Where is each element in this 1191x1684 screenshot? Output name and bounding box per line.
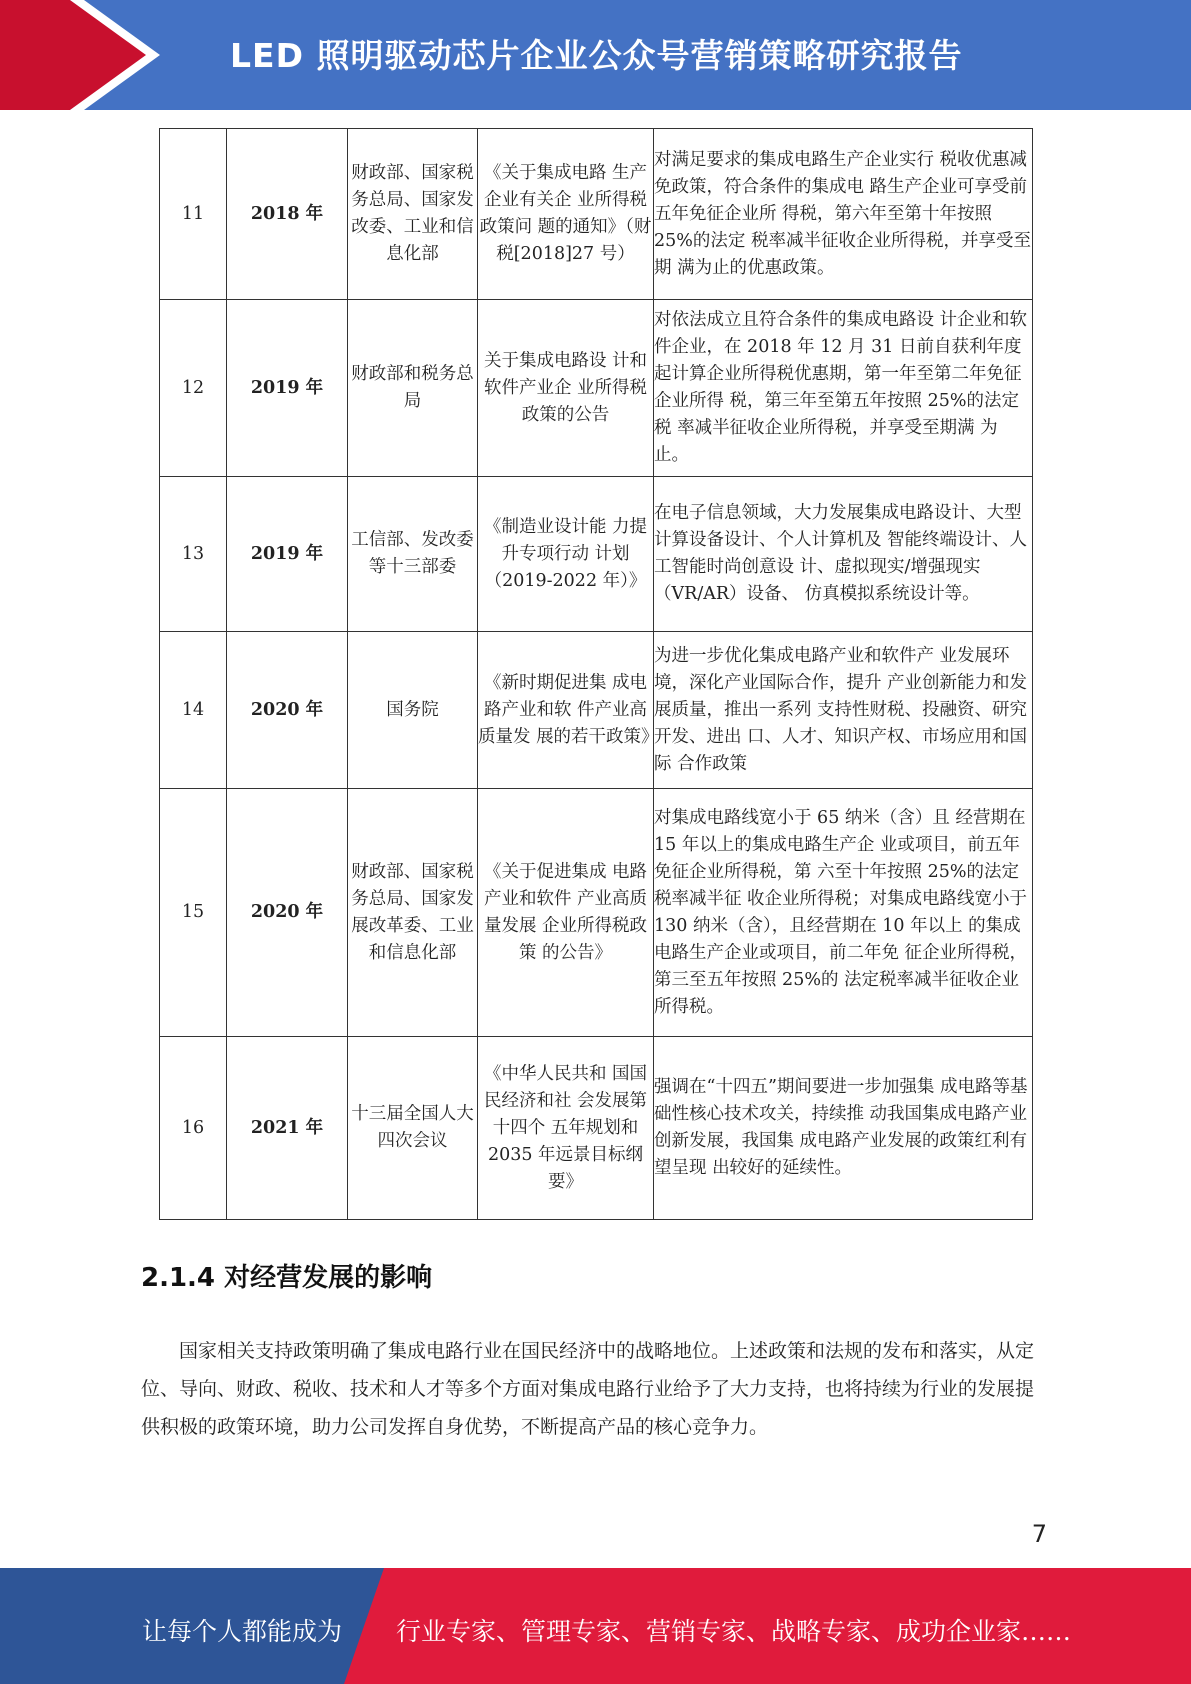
row-department: 十三届全国人大四次会议 <box>348 1037 478 1220</box>
row-policy-content: 为进一步优化集成电路产业和软件产 业发展环境，深化产业国际合作，提升 产业创新能力和发展质量，推出一系列 支持性财税、投融资、研究开发、进出 口、人才、知识产权、市场应用和国际 合作政策 <box>654 632 1033 789</box>
page-header <box>0 0 1191 110</box>
row-policy-name: 《新时期促进集 成电路产业和软 件产业高质量发 展的若干政策》 <box>478 632 654 789</box>
report-title: LED 照明驱动芯片企业公众号营销策略研究报告 <box>230 36 963 75</box>
header-arrow-red <box>0 0 150 110</box>
row-year: 2019 年 <box>227 477 348 632</box>
row-policy-content: 在电子信息领域，大力发展集成电路设计、大型计算设备设计、个人计算机及 智能终端设计、人工智能时尚创意设 计、虚拟现实/增强现实（VR/AR）设备、 仿真模拟系统设计等。 <box>654 477 1033 632</box>
row-policy-content: 对集成电路线宽小于 65 纳米（含）且 经营期在 15 年以上的集成电路生产企 业或项目，前五年免征企业所得税，第 六至十年按照 25%的法定税率减半征 收企业所得税；对集成电路线宽小于 130 纳米（含），且经营期在 10 年以上 的集成电路生产企业或项目，前二年免 征企业所得税，第三至五年按照 25%的 法定税率减半征收企业所得税。 <box>654 789 1033 1037</box>
row-department: 工信部、发改委等十三部委 <box>348 477 478 632</box>
table-row <box>160 789 1033 1037</box>
row-number: 11 <box>160 129 227 300</box>
row-policy-name: 关于集成电路设 计和软件产业企 业所得税政策的公告 <box>478 300 654 477</box>
row-number: 16 <box>160 1037 227 1220</box>
row-policy-name: 《关于促进集成 电路产业和软件 产业高质量发展 企业所得税政策 的公告》 <box>478 789 654 1037</box>
row-policy-name: 《制造业设计能 力提升专项行动 计划（2019-2022 年）》 <box>478 477 654 632</box>
table-row <box>160 477 1033 632</box>
row-department: 财政部、国家税务总局、国家发展改革委、工业和信息化部 <box>348 789 478 1037</box>
table-row <box>160 632 1033 789</box>
section-heading: 2.1.4 对经营发展的影响 <box>141 1263 433 1293</box>
row-year: 2019 年 <box>227 300 348 477</box>
row-policy-content: 对满足要求的集成电路生产企业实行 税收优惠减免政策，符合条件的集成电 路生产企业可享受前五年免征企业所 得税，第六年至第十年按照 25%的法定 税率减半征收企业所得税，并享受至期 满为止的优惠政策。 <box>654 129 1033 300</box>
row-policy-name: 《关于集成电路 生产企业有关企 业所得税政策问 题的通知》（财 税[2018]27 号） <box>478 129 654 300</box>
page-footer <box>0 1568 1191 1684</box>
row-department: 财政部、国家税务总局、国家发改委、工业和信息化部 <box>348 129 478 300</box>
table-row <box>160 300 1033 477</box>
row-policy-name: 《中华人民共和 国国民经济和社 会发展第十四个 五年规划和 2035 年远景目标纲 要》 <box>478 1037 654 1220</box>
footer-slogan-right: 行业专家、管理专家、营销专家、战略专家、成功企业家…… <box>396 1617 1072 1646</box>
row-policy-content: 对依法成立且符合条件的集成电路设 计企业和软件企业，在 2018 年 12 月 31 日前自获利年度起计算企业所得税优惠期，第一年至第二年免征企业所得 税，第三年至第五年按照 25%的法定税 率减半征收企业所得税，并享受至期满 为止。 <box>654 300 1033 477</box>
row-policy-content: 强调在“十四五”期间要进一步加强集 成电路等基础性核心技术攻关，持续推 动我国集成电路产业创新发展，我国集 成电路产业发展的政策红利有望呈现 出较好的延续性。 <box>654 1037 1033 1220</box>
table-row <box>160 129 1033 300</box>
table-row <box>160 1037 1033 1220</box>
row-number: 14 <box>160 632 227 789</box>
row-number: 12 <box>160 300 227 477</box>
row-number: 15 <box>160 789 227 1037</box>
policy-table <box>159 128 1033 1220</box>
row-department: 国务院 <box>348 632 478 789</box>
row-year: 2021 年 <box>227 1037 348 1220</box>
row-year: 2018 年 <box>227 129 348 300</box>
row-number: 13 <box>160 477 227 632</box>
row-year: 2020 年 <box>227 789 348 1037</box>
page-number: 7 <box>1031 1520 1047 1548</box>
footer-slogan-left: 让每个人都能成为 <box>142 1617 343 1646</box>
row-department: 财政部和税务总局 <box>348 300 478 477</box>
row-year: 2020 年 <box>227 632 348 789</box>
section-paragraph: 国家相关支持政策明确了集成电路行业在国民经济中的战略地位。上述政策和法规的发布和落实，从定位、导向、财政、税收、技术和人才等多个方面对集成电路行业给予了大力支持，也将持续为行业的发展提供积极的政策环境，助力公司发挥自身优势，不断提高产品的核心竞争力。 <box>141 1340 1035 1438</box>
